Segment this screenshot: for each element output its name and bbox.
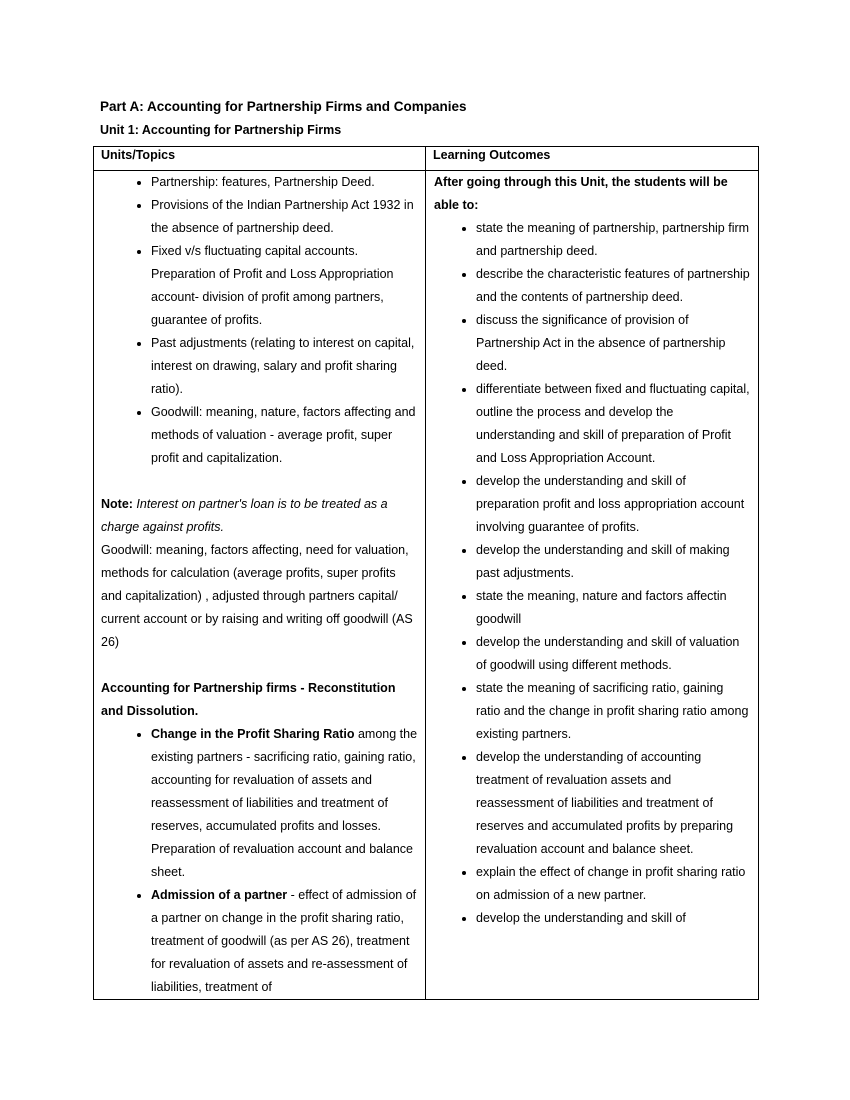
section-heading: Accounting for Partnership firms - Reconstitution and Dissolution.: [101, 681, 396, 718]
list-item: • develop the understanding and skill of making past adjustments.: [476, 539, 750, 585]
list-item: • Past adjustments (relating to interest on capital, interest on drawing, salary and profit sharing ratio).: [151, 332, 418, 401]
reconstitution-list: [101, 723, 418, 999]
list-item-text: - effect of admission of a partner on change in the profit sharing ratio, treatment of goodwill (as per AS 26), treatment for revaluation of assets and re-assessment of liabilities, treatment of: [151, 888, 417, 994]
spacer: [101, 654, 418, 677]
header-units-topics: Units/Topics: [94, 147, 426, 171]
list-item: • Provisions of the Indian Partnership Act 1932 in the absence of partnership deed.: [151, 194, 418, 240]
topics-list: [101, 171, 418, 470]
list-item: • Goodwill: meaning, nature, factors affecting and methods of valuation - average profit, super profit and capitalization.: [151, 401, 418, 470]
note-text: Interest on partner's loan is to be treated as a charge against profits.: [101, 497, 388, 534]
spacer: [101, 470, 418, 493]
list-item: • explain the effect of change in profit sharing ratio on admission of a new partner.: [476, 861, 750, 907]
units-topics-cell: [94, 171, 426, 1000]
list-item: • state the meaning, nature and factors affectin goodwill: [476, 585, 750, 631]
list-item: • state the meaning of sacrificing ratio, gaining ratio and the change in profit sharing ratio among existing partners.: [476, 677, 750, 746]
list-item: • state the meaning of partnership, partnership firm and partnership deed.: [476, 217, 750, 263]
outcomes-intro: After going through this Unit, the students will be able to:: [434, 175, 728, 212]
goodwill-paragraph: Goodwill: meaning, factors affecting, need for valuation, methods for calculation (average profits, super profits and capitalization) , adjusted through partners capital/ current account or by raising and writing off goodwill (AS 26): [101, 543, 413, 649]
list-item: • develop the understanding and skill of preparation profit and loss appropriation account involving guarantee of profits.: [476, 470, 750, 539]
page-title: Part A: Accounting for Partnership Firms and Companies: [100, 99, 467, 114]
list-item-title: Change in the Profit Sharing Ratio: [151, 727, 355, 741]
table-row: [94, 171, 759, 1000]
unit-title: Unit 1: Accounting for Partnership Firms: [100, 123, 342, 137]
list-item: • develop the understanding of accounting treatment of revaluation assets and reassessment of liabilities and treatment of reserves and accumulated profits by preparing revaluation account and balance sheet.: [476, 746, 750, 861]
list-item: • discuss the significance of provision of Partnership Act in the absence of partnership deed.: [476, 309, 750, 378]
list-item: [151, 723, 418, 884]
note-paragraph: [101, 493, 418, 539]
list-item: • develop the understanding and skill of valuation of goodwill using different methods.: [476, 631, 750, 677]
list-item-text: among the existing partners - sacrificing ratio, gaining ratio, accounting for revaluation of assets and reassessment of liabilities and treatment of reserves, accumulated profits and losses. Preparation of revaluation account and balance sheet.: [151, 727, 418, 879]
list-item: • describe the characteristic features of partnership and the contents of partnership deed.: [476, 263, 750, 309]
table-header-row: [94, 147, 759, 171]
list-item: • differentiate between fixed and fluctuating capital, outline the process and develop the understanding and skill of preparation of Profit and Loss Appropriation Account.: [476, 378, 750, 470]
learning-outcomes-cell: [426, 171, 759, 1000]
list-item: [151, 884, 418, 999]
note-label: Note:: [101, 497, 133, 511]
syllabus-table: [93, 146, 759, 1000]
list-item: • develop the understanding and skill of: [476, 907, 750, 930]
list-item: • Partnership: features, Partnership Deed.: [151, 171, 418, 194]
outcomes-list: [434, 217, 750, 930]
header-learning-outcomes: Learning Outcomes: [426, 147, 759, 171]
list-item: • Fixed v/s fluctuating capital accounts. Preparation of Profit and Loss Appropriation account- division of profit among partners, guarantee of profits.: [151, 240, 418, 332]
list-item-title: Admission of a partner: [151, 888, 288, 902]
